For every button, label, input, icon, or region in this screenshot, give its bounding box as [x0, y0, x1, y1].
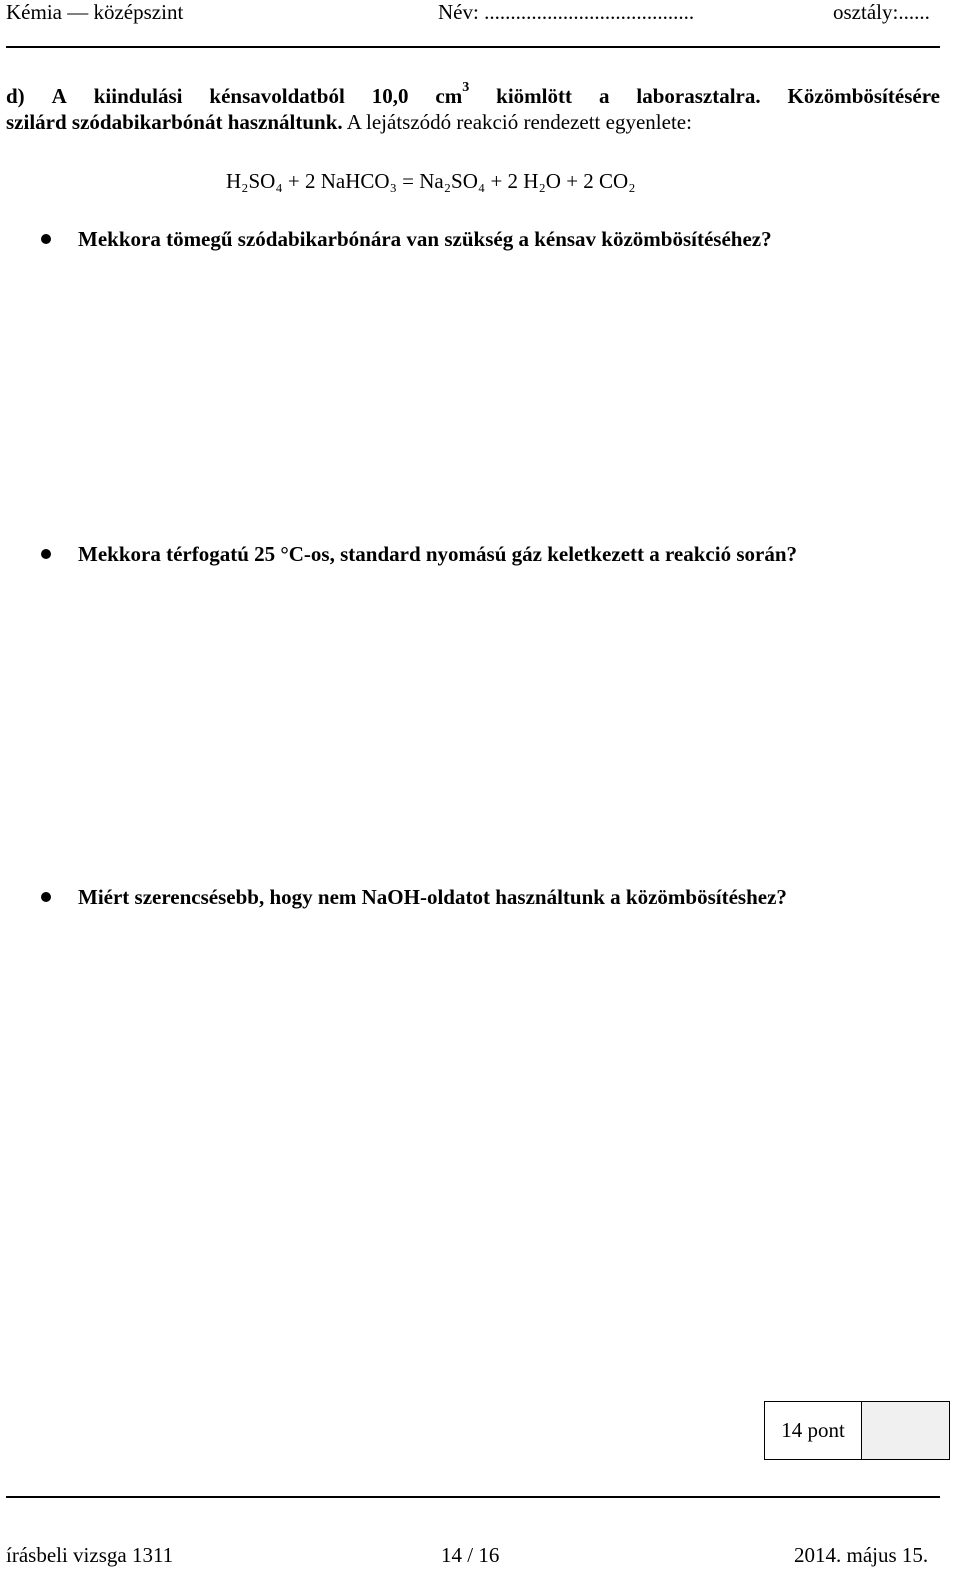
score-entry-cell[interactable] — [862, 1402, 949, 1459]
volume-unit — [435, 80, 470, 108]
intro-word: laborasztalra. — [636, 84, 761, 108]
header-subject: Kémia — középszint — [6, 0, 184, 24]
intro-line-1 — [6, 80, 940, 108]
task-label: d) — [6, 84, 25, 108]
intro-word: A — [51, 84, 67, 108]
bullet-icon — [41, 549, 51, 559]
score-label: 14 pont — [765, 1402, 862, 1459]
bullet-icon — [41, 892, 51, 902]
intro-word: Közömbösítésére — [787, 84, 940, 108]
intro-word: a — [598, 84, 610, 108]
header-class-field: osztály:...... — [833, 0, 930, 24]
reaction-equation — [226, 169, 636, 193]
header-divider — [6, 46, 940, 48]
intro-line-2 — [6, 110, 692, 134]
intro-word: kénsavoldatból — [209, 84, 345, 108]
bullet-icon — [41, 234, 51, 244]
unit-base: cm — [435, 84, 463, 108]
header-name-field: Név: ........................................ — [438, 0, 695, 24]
intro-word: kiömlött — [496, 84, 572, 108]
intro-line-2-bold: szilárd szódabikarbónát használtunk. — [6, 110, 343, 134]
equation-text: H₂SO₄ + 2 NaHCO₃ = Na₂SO₄ + 2 H₂O + 2 CO₂ — [226, 169, 636, 193]
question-1: Mekkora tömegű szódabikarbónára van szükség a kénsav közömbösítéséhez? — [78, 227, 772, 251]
footer-exam-id: írásbeli vizsga 1311 — [6, 1543, 174, 1567]
footer-date: 2014. május 15. — [794, 1543, 929, 1567]
intro-line-2-normal: A lejátszódó reakció rendezett egyenlete: — [342, 110, 692, 134]
intro-word: kiindulási — [93, 84, 183, 108]
intro-word: 10,0 — [371, 84, 409, 108]
question-3: Miért szerencsésebb, hogy nem NaOH-oldatot használtunk a közömbösítéshez? — [78, 885, 787, 909]
footer-divider — [6, 1496, 940, 1498]
footer-page-number: 14 / 16 — [441, 1543, 500, 1567]
question-2: Mekkora térfogatú 25 °C-os, standard nyomású gáz keletkezett a reakció során? — [78, 542, 798, 566]
score-box — [764, 1401, 950, 1460]
unit-exponent: 3 — [462, 80, 470, 95]
